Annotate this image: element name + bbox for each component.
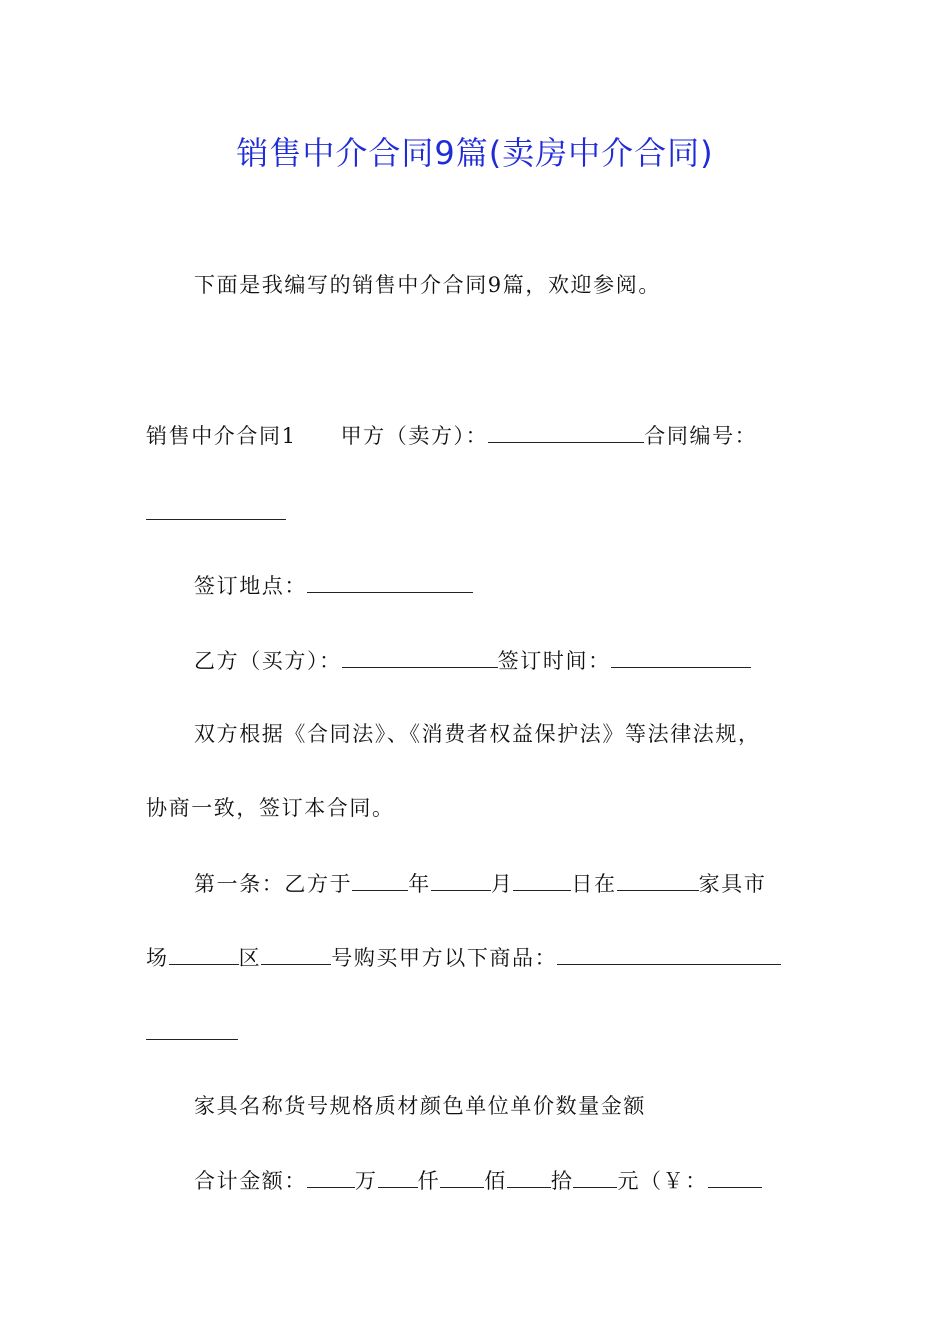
party-b-blank [342, 645, 498, 668]
intro-paragraph [194, 270, 661, 300]
shi-label: 拾 [550, 1169, 574, 1193]
yuan-blank [573, 1165, 617, 1188]
sign-time-label: 签订时间： [497, 649, 611, 673]
field-label: 场 [146, 946, 169, 970]
qian-blank [378, 1165, 418, 1188]
number-text: 号购买甲方以下商品： [331, 946, 558, 970]
sign-place-blank [307, 570, 473, 593]
party-a-blank [488, 420, 644, 443]
district-label: 区 [238, 946, 262, 970]
contract1-heading: 销售中介合同1 [146, 424, 297, 448]
document-title: 销售中介合同9篇(卖房中介合同) [236, 134, 714, 172]
party-b-line [194, 645, 751, 676]
field-blank [169, 942, 239, 965]
sign-place-line [194, 570, 473, 601]
yuan-label: 元（￥： [617, 1169, 708, 1193]
wan-blank [307, 1165, 355, 1188]
year-label: 年 [408, 872, 431, 896]
district-blank [261, 942, 331, 965]
market-blank [617, 868, 699, 891]
party-b-label: 乙方（买方）： [194, 649, 342, 673]
contract-no-label: 合同编号： [644, 424, 758, 448]
basis-line-1 [194, 719, 761, 749]
wan-label: 万 [355, 1169, 378, 1193]
year-blank [352, 868, 408, 891]
contract-no-blank [146, 497, 286, 520]
basis-text-2: 协商一致，签订本合同。 [146, 796, 395, 820]
party-a-label: 甲方（卖方）： [340, 424, 489, 448]
intro-text: 下面是我编写的销售中介合同9篇，欢迎参阅。 [194, 273, 661, 297]
sign-place-label: 签订地点： [194, 574, 307, 598]
contract1-header-line [146, 420, 757, 451]
day-label: 日在 [571, 872, 617, 896]
total-label: 合计金额： [194, 1169, 307, 1193]
goods-continuation-line [146, 1017, 238, 1048]
bai-label: 佰 [484, 1169, 507, 1193]
goods-blank-continued [146, 1017, 238, 1040]
total-amount-line [194, 1165, 762, 1196]
article1-prefix: 第一条：乙方于 [194, 872, 353, 896]
table-header-line [194, 1091, 646, 1121]
month-label: 月 [490, 872, 514, 896]
goods-blank [557, 942, 781, 965]
bai-blank [440, 1165, 484, 1188]
table-header-text: 家具名称货号规格质材颜色单位单价数量金额 [194, 1094, 646, 1118]
day-blank [513, 868, 571, 891]
article1-line-2 [146, 942, 781, 973]
shi-blank [507, 1165, 551, 1188]
basis-line-2 [146, 793, 395, 823]
qian-label: 仟 [417, 1169, 441, 1193]
sign-time-blank [611, 645, 751, 668]
article1-line-1 [194, 868, 766, 899]
basis-text-1: 双方根据《合同法》、《消费者权益保护法》等法律法规， [194, 722, 761, 746]
rmb-blank [708, 1165, 762, 1188]
market-label: 家具市 [698, 872, 767, 896]
contract-no-line [146, 497, 286, 528]
month-blank [431, 868, 491, 891]
